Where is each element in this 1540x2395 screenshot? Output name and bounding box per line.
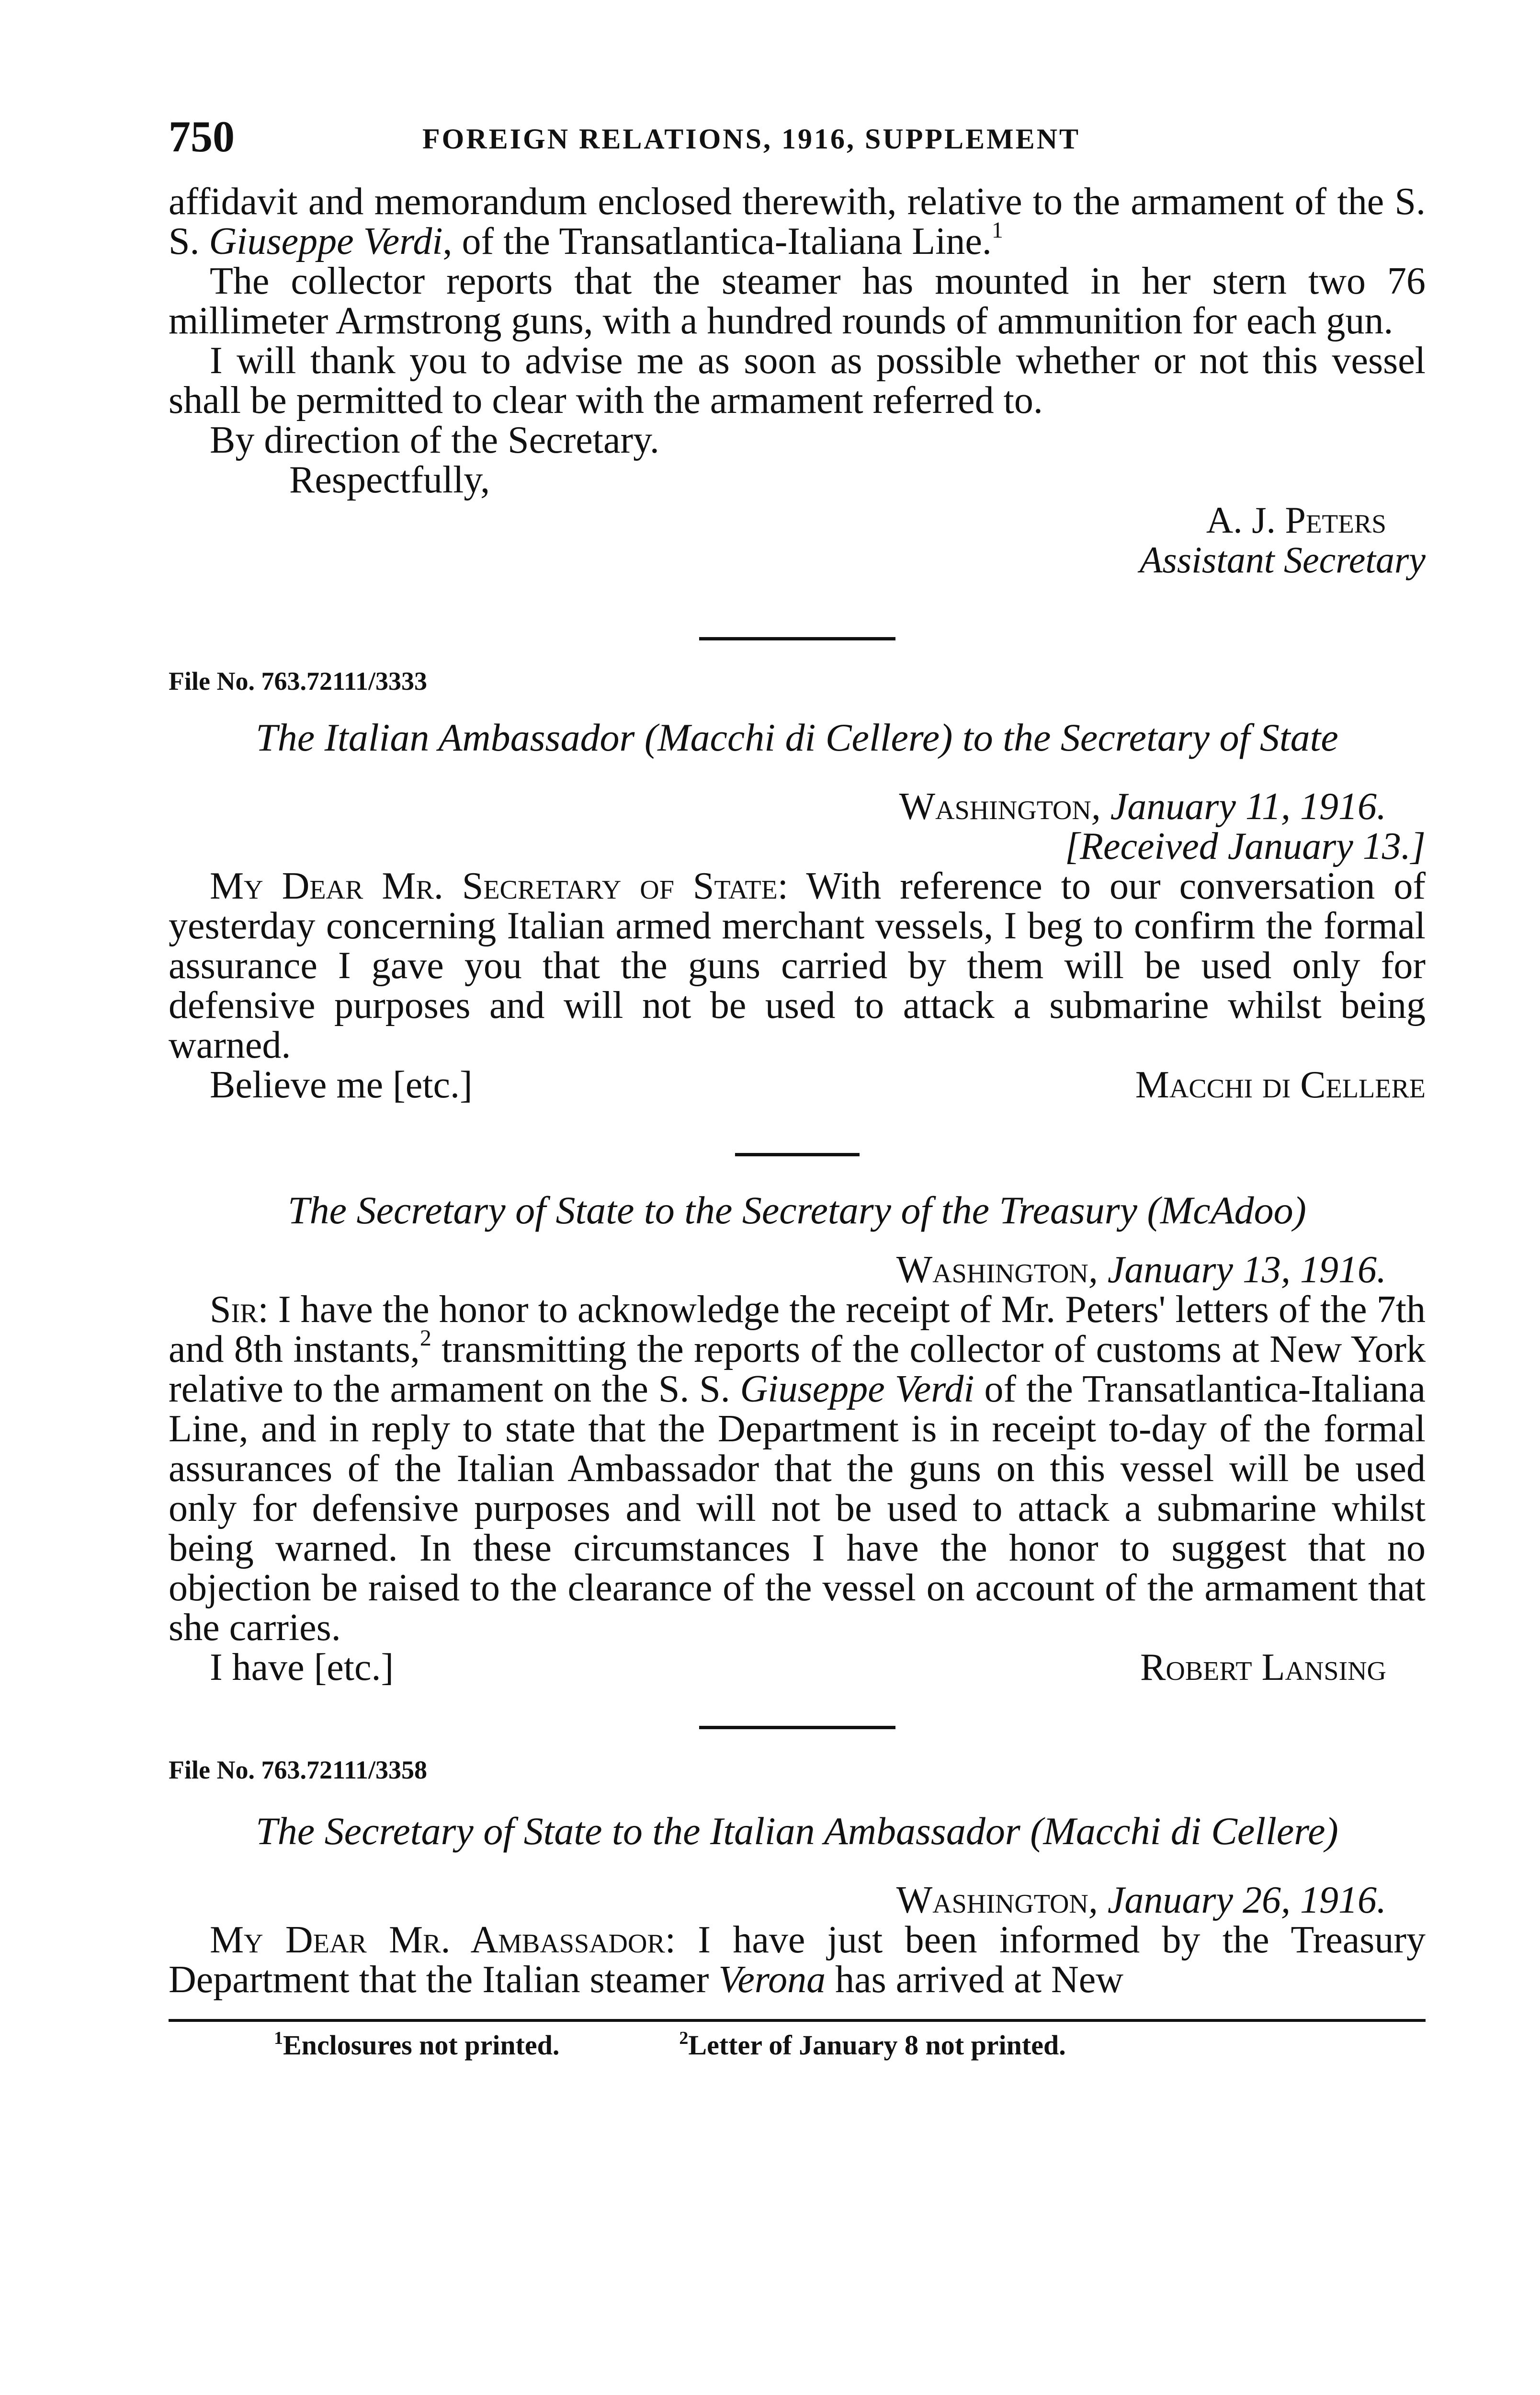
section-divider	[699, 1726, 895, 1729]
paragraph	[169, 867, 1426, 1065]
footnote-text: Enclosures not printed.	[283, 2030, 560, 2061]
spacer	[169, 580, 1426, 637]
document-title: The Secretary of State to the Secretary of the Treasury (McAdoo)	[288, 1188, 1306, 1232]
footnotes	[169, 2029, 1426, 2062]
closing: Believe me [etc.]	[210, 1064, 473, 1106]
section-divider	[735, 1153, 860, 1156]
spacer	[169, 640, 1426, 664]
closing: Respectfully,	[289, 459, 490, 501]
paragraph	[169, 1920, 1426, 2000]
spacer	[169, 1231, 1426, 1250]
spacer	[169, 1105, 1426, 1153]
place: Washington	[896, 1249, 1088, 1291]
text-run: of the Transatlantica-Italiana Line, and in reply to state that the Department is in receipt to-day of the formal assurances of the Italian Ambassador that the guns on this vessel will be used only for defensive purposes and will not be used to attack a submarine whilst being warned. In these circumstances I have the honor to suggest that no objection be raised to the clearance of the vessel on account of the armament that she carries.	[169, 1368, 1426, 1649]
spacer	[169, 758, 1426, 787]
paragraph: The collector reports that the steamer has mounted in her stern two 76 millimeter Armstrong guns, with a hundred rounds of ammunition for each gun.	[169, 260, 1426, 342]
footnote-ref: 2	[419, 1325, 431, 1351]
spacer	[169, 1156, 1426, 1190]
spacer	[169, 2000, 1426, 2019]
received-note: [Received January 13.]	[1064, 825, 1426, 867]
ship-name: Verona	[718, 1959, 826, 2001]
date: , January 26, 1916.	[1088, 1879, 1386, 1921]
dateline	[169, 787, 1426, 827]
document-secretary-to-italian-ambassador	[169, 1753, 1426, 2000]
closing: I have [etc.]	[210, 1646, 394, 1688]
footnote-text: Letter of January 8 not printed.	[688, 2030, 1066, 2061]
letter-continuation	[169, 182, 1426, 580]
footnote-2	[679, 2029, 1065, 2062]
paragraph: I will thank you to advise me as soon as possible whether or not this vessel shall be permitted to clear with the armament referred to.	[169, 340, 1426, 422]
spacer	[169, 698, 1426, 717]
salutation: Sir	[210, 1289, 258, 1331]
document-secretary-to-treasury	[169, 1190, 1426, 1688]
spacer	[169, 1688, 1426, 1726]
running-head: FOREIGN RELATIONS, 1916, SUPPLEMENT	[422, 123, 1081, 155]
footnote-mark: 1	[274, 2028, 283, 2048]
signature: Robert Lansing	[1140, 1646, 1386, 1688]
signature: Macchi di Cellere	[1135, 1064, 1426, 1106]
document-italian-ambassador	[169, 664, 1426, 1105]
salutation: My Dear Mr. Ambassador	[210, 1919, 665, 1961]
text-run: : I have just been informed by the Treasury Department that the Italian steamer	[169, 1919, 1426, 2001]
section-divider	[699, 637, 895, 640]
footnote-mark: 2	[679, 2028, 689, 2048]
date: , January 13, 1916.	[1088, 1249, 1386, 1291]
spacer	[169, 1729, 1426, 1753]
place: Washington	[899, 786, 1091, 828]
signature	[169, 500, 1426, 540]
ship-name: Giuseppe Verdi	[740, 1368, 974, 1410]
text-run: has arrived at New	[826, 1959, 1124, 2001]
signature-name: A. J. Peters	[1206, 499, 1386, 541]
document-page	[169, 110, 1426, 2062]
page-header	[169, 110, 1426, 182]
text-run: affidavit and memorandum enclosed therewith, relative to the armament of the S. S.	[169, 181, 1426, 262]
ship-name: Giuseppe Verdi	[209, 220, 443, 262]
date: , January 11, 1916.	[1091, 786, 1386, 828]
spacer	[169, 1787, 1426, 1811]
file-number: File No. 763.72111/3333	[169, 667, 427, 696]
file-number: File No. 763.72111/3358	[169, 1756, 427, 1784]
dateline	[169, 1881, 1426, 1920]
text-run: , of the Transatlantica-Italiana Line.	[442, 220, 992, 262]
closing-row	[169, 1065, 1426, 1105]
footnote-ref: 1	[991, 217, 1003, 243]
spacer	[169, 1852, 1426, 1881]
closing-row	[169, 1648, 1426, 1688]
text-run: : I have the honor to acknowledge the receipt of Mr. Peters' letters of the 7th and 8th instants,	[169, 1289, 1426, 1370]
text-run: transmitting the reports of the collector of customs at New York relative to the armament on the S. S.	[169, 1328, 1426, 1410]
salutation: My Dear Mr. Secretary of State	[210, 865, 778, 907]
text-run: : With reference to our conversation of yesterday concerning Italian armed merchant vessels, I beg to confirm the formal assurance I gave you that the guns carried by them will be used only for defensive purposes and will not be used to attack a submarine whilst being warned.	[169, 865, 1426, 1066]
signature-title: Assistant Secretary	[1139, 539, 1426, 581]
document-title: The Italian Ambassador (Macchi di Cellere) to the Secretary of State	[256, 716, 1338, 759]
dateline	[169, 1250, 1426, 1290]
paragraph	[169, 182, 1426, 262]
paragraph	[169, 1290, 1426, 1648]
spacer	[169, 2022, 1426, 2029]
paragraph: By direction of the Secretary.	[210, 419, 659, 461]
document-title: The Secretary of State to the Italian Ambassador (Macchi di Cellere)	[256, 1809, 1338, 1853]
page-number: 750	[169, 112, 235, 161]
place: Washington	[896, 1879, 1088, 1921]
footnote-1	[274, 2029, 559, 2062]
